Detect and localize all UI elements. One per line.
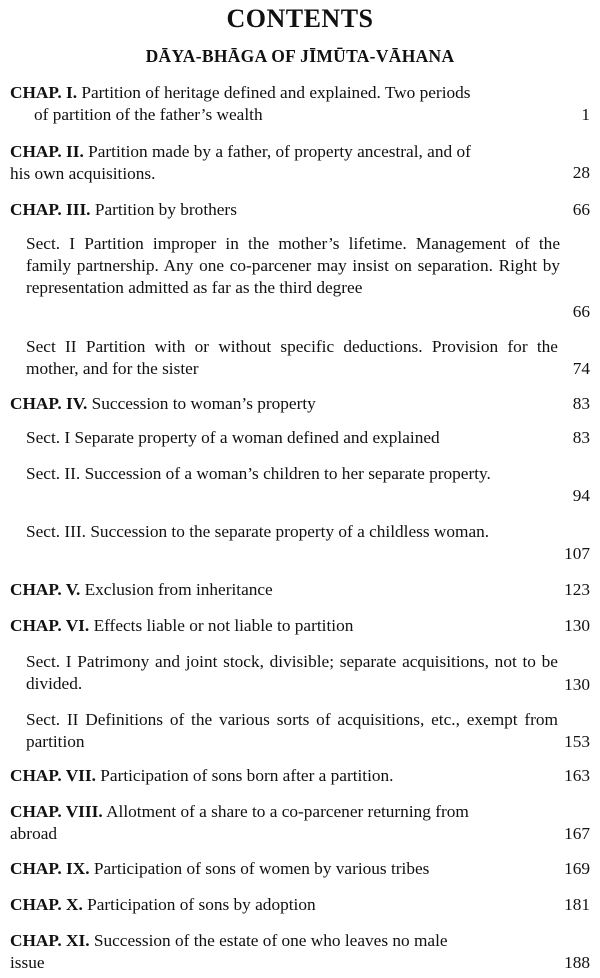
toc-chapter-10: [10, 894, 540, 916]
chapter-title-cont: his own acquisitions.: [10, 164, 156, 183]
section-label: Sect. I: [26, 428, 71, 447]
chapter-label: CHAP. I.: [10, 83, 78, 102]
page-number: 83: [572, 428, 590, 447]
toc-chapter-9: [10, 858, 540, 880]
chapter-label: CHAP. IV.: [10, 394, 88, 413]
chapter-title-cont: abroad: [10, 824, 58, 843]
section-title: Separate property of a woman defined and explained: [74, 428, 440, 447]
chapter-title: Participation of sons by adoption: [87, 895, 316, 914]
toc-chapter-6: [10, 615, 540, 637]
page-number: 83: [572, 394, 590, 413]
toc-section: [26, 463, 558, 485]
book-subtitle: DĀYA-BHĀGA OF JĪMŪTA-VĀHANA: [145, 46, 455, 66]
page-number: 66: [572, 302, 590, 321]
chapter-title-cont: of partition of the father’s wealth: [34, 105, 263, 124]
chapter-title: Succession of the estate of one who leaves no male: [93, 931, 448, 950]
toc-section: [26, 336, 558, 380]
page-number: 130: [564, 675, 590, 694]
page-number: 153: [564, 732, 590, 751]
chapter-title: Participation of sons born after a partition.: [100, 766, 394, 785]
chapter-title: Effects liable or not liable to partition: [93, 616, 354, 635]
chapter-label: CHAP. VII.: [10, 766, 96, 785]
chapter-title: Succession to woman’s property: [91, 394, 316, 413]
chapter-label: CHAP. IX.: [10, 859, 90, 878]
page-number: 107: [564, 544, 590, 563]
page-title: CONTENTS: [226, 4, 374, 33]
chapter-title: Exclusion from inheritance: [84, 580, 273, 599]
chapter-label: CHAP. V.: [10, 580, 81, 599]
page-number: 94: [572, 486, 590, 505]
chapter-title-cont: issue: [10, 953, 45, 972]
toc-chapter-5: [10, 579, 540, 601]
section-label: Sect II: [26, 337, 77, 356]
section-title: Definitions of the various sorts of acquisitions, etc., exempt from partition: [26, 710, 558, 751]
chapter-title: Partition of heritage defined and explained. Two periods: [81, 83, 471, 102]
chapter-label: CHAP. XI.: [10, 931, 90, 950]
section-label: Sect. III.: [26, 522, 86, 541]
page-number: 167: [564, 824, 590, 843]
page-number: 188: [564, 953, 590, 972]
section-title: Patrimony and joint stock, divisible; separate acquisitions, not to be divided.: [26, 652, 558, 693]
page-number: 74: [572, 359, 590, 378]
chapter-title: Allotment of a share to a co-parcener returning from: [106, 802, 469, 821]
toc-section: [26, 651, 558, 695]
page-number: 28: [572, 163, 590, 182]
page-number: 66: [572, 200, 590, 219]
toc-section: [26, 709, 558, 753]
page-number: 130: [564, 616, 590, 635]
section-label: Sect. II: [26, 710, 79, 729]
toc-chapter-4: [10, 393, 540, 415]
chapter-label: CHAP. VIII.: [10, 802, 103, 821]
chapter-label: CHAP. VI.: [10, 616, 90, 635]
toc-chapter-1: [10, 82, 540, 126]
section-label: Sect. I: [26, 234, 76, 253]
chapter-title: Partition by brothers: [94, 200, 237, 219]
toc-section: [26, 427, 558, 449]
chapter-label: CHAP. X.: [10, 895, 83, 914]
section-title: Succession of a woman’s children to her separate property.: [84, 464, 491, 483]
page-number: 1: [581, 105, 590, 124]
page-number: 163: [564, 766, 590, 785]
toc-section: [26, 233, 560, 299]
page-number: 169: [564, 859, 590, 878]
section-title: Partition improper in the mother’s lifetime. Management of the family partnership. Any one co-parcener may insist on separation. Right by representation admitted as far as the third degree: [26, 234, 560, 297]
chapter-label: CHAP. II.: [10, 142, 84, 161]
page-number: 181: [564, 895, 590, 914]
toc-chapter-2: [10, 141, 540, 185]
toc-chapter-8: [10, 801, 540, 845]
chapter-label: CHAP. III.: [10, 200, 91, 219]
chapter-title: Partition made by a father, of property ancestral, and of: [88, 142, 471, 161]
section-label: Sect. II.: [26, 464, 81, 483]
section-title: Succession to the separate property of a childless woman.: [90, 522, 490, 541]
chapter-title: Participation of sons of women by various tribes: [93, 859, 430, 878]
toc-chapter-7: [10, 765, 540, 787]
toc-chapter-11: [10, 930, 540, 974]
toc-section: [26, 521, 558, 543]
section-label: Sect. I: [26, 652, 72, 671]
toc-chapter-3: [10, 199, 540, 221]
page-number: 123: [564, 580, 590, 599]
section-title: Partition with or without specific deductions. Provision for the mother, and for the sister: [26, 337, 558, 378]
